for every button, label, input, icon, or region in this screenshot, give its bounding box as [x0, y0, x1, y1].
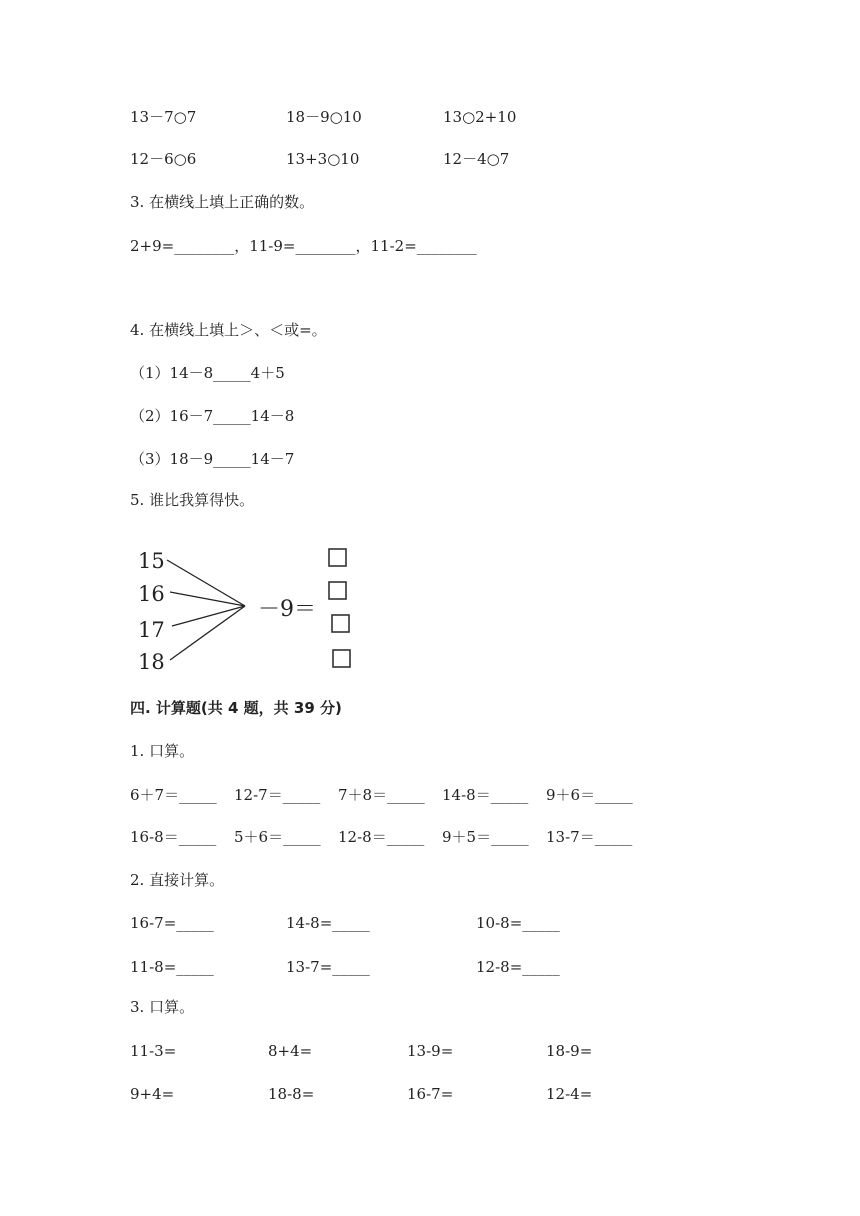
calc-3-item: 11-3=: [130, 1042, 177, 1060]
calc-1-item: 6＋7＝_____: [130, 786, 217, 804]
answer-box[interactable]: [329, 582, 346, 599]
calc-2-item: 12-8=_____: [476, 958, 560, 976]
connector-line: [172, 606, 245, 626]
question-4-item: （3）18－9_____14－7: [130, 450, 295, 468]
calc-3-title: 3. 口算。: [130, 998, 195, 1016]
compare-item: 12－4○7: [443, 150, 510, 168]
diagram-number: 16: [138, 582, 165, 606]
calc-2-item: 11-8=_____: [130, 958, 214, 976]
calc-1-item: 7＋8＝_____: [338, 786, 425, 804]
calc-3-item: 12-4=: [546, 1085, 593, 1103]
calc-3-item: 8+4=: [268, 1042, 313, 1060]
calc-1-item: 16-8＝_____: [130, 828, 217, 846]
compare-item: 12－6○6: [130, 150, 197, 168]
calc-1-item: 12-7＝_____: [234, 786, 321, 804]
calc-1-title: 1. 口算。: [130, 742, 195, 760]
compare-item: 13+3○10: [286, 150, 360, 168]
compare-item: 18－9○10: [286, 108, 362, 126]
calc-1-item: 14-8＝_____: [442, 786, 529, 804]
answer-box[interactable]: [332, 615, 349, 632]
connector-line: [170, 606, 245, 660]
calc-2-title: 2. 直接计算。: [130, 871, 225, 889]
diagram-number: 17: [138, 618, 165, 642]
calc-2-item: 16-7=_____: [130, 914, 214, 932]
calc-1-item: 13-7＝_____: [546, 828, 633, 846]
answer-box[interactable]: [329, 549, 346, 566]
question-3-line: 2+9=________，11-9=________，11-2=________: [130, 237, 477, 255]
calc-3-item: 18-9=: [546, 1042, 593, 1060]
calc-3-item: 18-8=: [268, 1085, 315, 1103]
question-4-title: 4. 在横线上填上＞、＜或=。: [130, 321, 327, 339]
question-3-title: 3. 在横线上填上正确的数。: [130, 193, 315, 211]
diagram-operator: －9＝: [258, 597, 316, 622]
calc-3-item: 16-7=: [407, 1085, 454, 1103]
section-title: 四. 计算题(共 4 题，共 39 分): [130, 699, 342, 717]
question-4-item: （1）14－8_____4＋5: [130, 364, 285, 382]
compare-item: 13－7○7: [130, 108, 197, 126]
answer-box[interactable]: [333, 650, 350, 667]
diagram-number: 15: [138, 549, 165, 573]
calc-2-item: 13-7=_____: [286, 958, 370, 976]
calc-1-item: 5＋6＝_____: [234, 828, 321, 846]
calc-2-item: 14-8=_____: [286, 914, 370, 932]
calc-1-item: 12-8＝_____: [338, 828, 425, 846]
calc-1-item: 9＋6＝_____: [546, 786, 633, 804]
diagram-number: 18: [138, 650, 165, 674]
calc-3-item: 9+4=: [130, 1085, 175, 1103]
calc-2-item: 10-8=_____: [476, 914, 560, 932]
question-4-item: （2）16－7_____14－8: [130, 407, 295, 425]
compare-item: 13○2+10: [443, 108, 517, 126]
question-5-title: 5. 谁比我算得快。: [130, 491, 255, 509]
calc-3-item: 13-9=: [407, 1042, 454, 1060]
subtraction-diagram: [130, 542, 370, 678]
calc-1-item: 9＋5＝_____: [442, 828, 529, 846]
